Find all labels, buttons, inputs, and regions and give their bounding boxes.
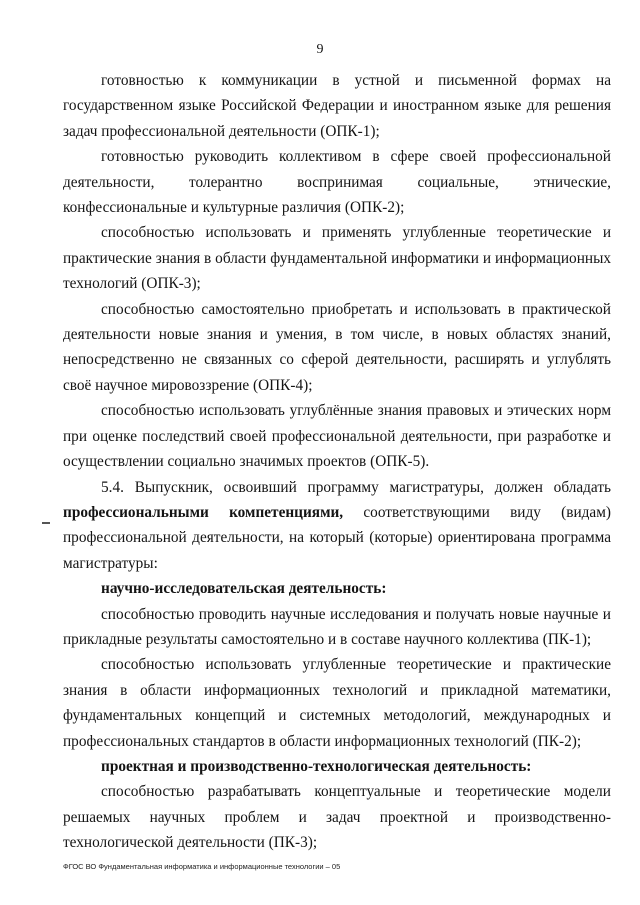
competency-opk-4: способностью самостоятельно приобретать и использовать в практической деятельности новые знания и умения, в том числе, в новых областях знаний, непосредственно не связанных со сферой деятельности, расширять и углублять своё научное мировоззрение (ОПК-4);	[63, 300, 611, 394]
heading-project: проектная и производственно-технологическая деятельность:	[101, 757, 532, 775]
page-number: 9	[316, 42, 324, 57]
competency-opk-1: готовностью к коммуникации в устной и письменной формах на государственном языке Российской Федерации и иностранном языке для решения задач профессиональной деятельности (ОПК-1);	[63, 72, 611, 140]
section-5-4-rest: соответствующими виду (видам) профессиональной деятельности, на который (которые) ориентирована программа магистратуры:	[63, 503, 611, 572]
competency-opk-2: готовностью руководить коллективом в сфере своей профессиональной деятельности, толерантно воспринимая социальные, этнические, конфессиональные и культурные различия (ОПК-2);	[63, 148, 611, 217]
document-body	[63, 68, 611, 856]
competency-pk-3: способностью разрабатывать концептуальные и теоретические модели решаемых научных проблем и задач проектной и производственно-технологической деятельности (ПК-3);	[63, 783, 611, 852]
competency-pk-2: способностью использовать углубленные теоретические и практические знания в области информационных технологий и прикладной математики, фундаментальных концепций и системных методологий, международных и профессиональных стандартов в области информационных технологий (ПК-2);	[63, 656, 611, 750]
heading-research: научно-исследовательская деятельность:	[101, 580, 387, 598]
section-5-4-lead: 5.4. Выпускник, освоивший программу магистратуры, должен обладать	[101, 478, 611, 496]
page-footer: ФГОС ВО Фундаментальная информатика и информационные технологии – 05	[63, 862, 341, 871]
competency-opk-3: способностью использовать и применять углубленные теоретические и практические знания в области фундаментальной информатики и информационных технологий (ОПК-3);	[63, 224, 611, 293]
section-5-4-bold: профессиональными компетенциями,	[63, 503, 344, 521]
margin-mark	[42, 522, 50, 524]
section-5-4	[63, 475, 611, 577]
competency-pk-1: способностью проводить научные исследования и получать новые научные и прикладные результаты самостоятельно и в составе научного коллектива (ПК-1);	[63, 605, 611, 648]
competency-opk-5: способностью использовать углублённые знания правовых и этических норм при оценке последствий своей профессиональной деятельности, при разработке и осуществлении социально значимых проектов (ОПК-5).	[63, 402, 611, 471]
